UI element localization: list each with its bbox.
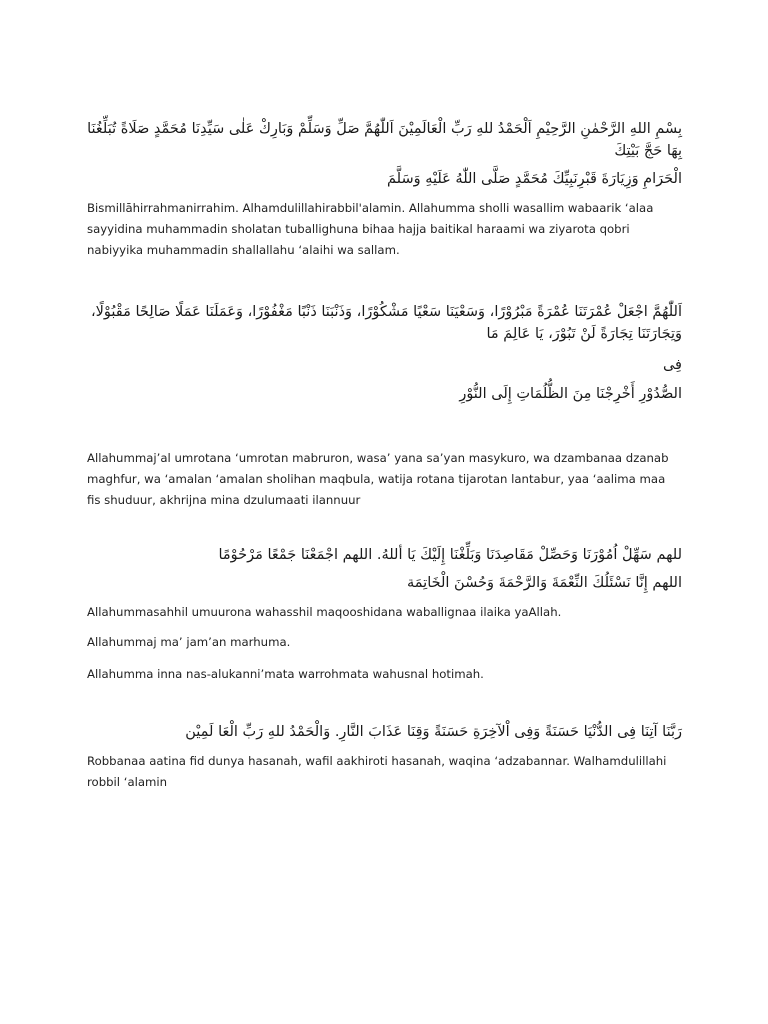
- arabic-sahhil-line-1: للهم سَهِّلْ اُمُوْرَنَا وَحَصِّلْ مَقَاصِدَنَا وَبَلِّغْنَا إِلَيْكَ يَا أللهُ. اللهم اجْمَعْنَا جَمْعًا مَرْحُوْمًا: [218, 547, 682, 563]
- transliteration-2: Allahummaj’al umrotana ‘umrotan mabruron, wasa’ yana sa’yan masykuro, wa dzambanaa dzanab maghfur, wa ‘amalan ‘amalan sholihan maqbula, watija rotana tijarotan lantabur, yaa ‘aalima maa fis shuduur, akhrijna mina dzulumaati ilannuur: [87, 451, 669, 507]
- arabic-umrah-line-2: فِى: [662, 357, 682, 373]
- arabic-basmala-line-2: الْحَرَامِ وَزِيَارَةَ قَبْرِنَبِيِّكَ مُحَمَّدٍ صَلَّى اللّٰهُ عَلَيْهِ وَسَلَّمَ: [387, 171, 682, 187]
- transliteration-3a: Allahummasahhil umuurona wahasshil maqooshidana waballignaa ilaika yaAllah.: [87, 605, 562, 619]
- arabic-umrah-line-3: الصُّدُوْرِ أَخْرِجْنَا مِنَ الظُّلُمَاتِ إِلَى النُّوْرِ: [459, 386, 682, 402]
- transliteration-3c: Allahumma inna nas-alukanni’mata warrohmata wahusnal hotimah.: [87, 667, 484, 681]
- arabic-umrah-line-1: اَللّٰهُمَّ اجْعَلْ عُمْرَتَنَا عُمْرَةً مَبْرُوْرًا، وَسَعْيَنَا سَعْيًا مَشْكُوْرًا، وَذَنْبَنَا ذَنْبًا مَغْفُوْرًا، وَعَمَلَنَا عَمَلًا صَالِحًا مَقْبُوْلًا، وَتِجَارَتَنَا تِجَارَةً لَنْ تَبُوْرَ، يَا عَالِمَ مَا: [90, 304, 682, 342]
- transliteration-1: Bismillāhirrahmanirrahim. Alhamdulillahirabbil'alamin. Allahumma sholli wasallim wabaarik ‘alaa sayyidina muhammadin sholatan tuballighuna bihaa hajja baitikal haraami wa ziyarota qobri nabiyyika muhammadin shallallahu ‘alaihi wa sallam.: [87, 201, 654, 257]
- transliteration-4: Robbanaa aatina fid dunya hasanah, wafil aakhiroti hasanah, waqina ‘adzabannar. Walhamdulillahi robbil ‘alamin: [87, 754, 667, 789]
- arabic-basmala-line-1: بِسْمِ اللهِ الرَّحْمٰنِ الرَّحِيْمِ اَلْحَمْدُ للهِ رَبِّ الْعَالَمِيْنَ اَللّٰهُمَّ صَلِّ وَسَلِّمْ وَبَارِكْ عَلٰى سَيِّدِنَا مُحَمَّدٍ صَلَاةً تُبَلِّغُنَا بِهَا حَجَّ بَيْتِكَ: [87, 121, 682, 159]
- arabic-sahhil-line-2: اللهم إِنَّا نَسْئَلُكَ النِّعْمَةَ وَالرَّحْمَةَ وَحُسْنَ الْخَاتِمَة: [407, 575, 682, 591]
- transliteration-3b: Allahummaj ma’ jam’an marhuma.: [87, 635, 291, 649]
- arabic-rabbana-line: رَبَّنَا آتِنَا فِى الدُّنْيَا حَسَنَةً وَفِى اْلآخِرَةِ حَسَنَةً وَقِنَا عَذَابَ النَّارِ. وَالْحَمْدُ للهِ رَبِّ الْعَا لَمِيْن: [185, 724, 682, 740]
